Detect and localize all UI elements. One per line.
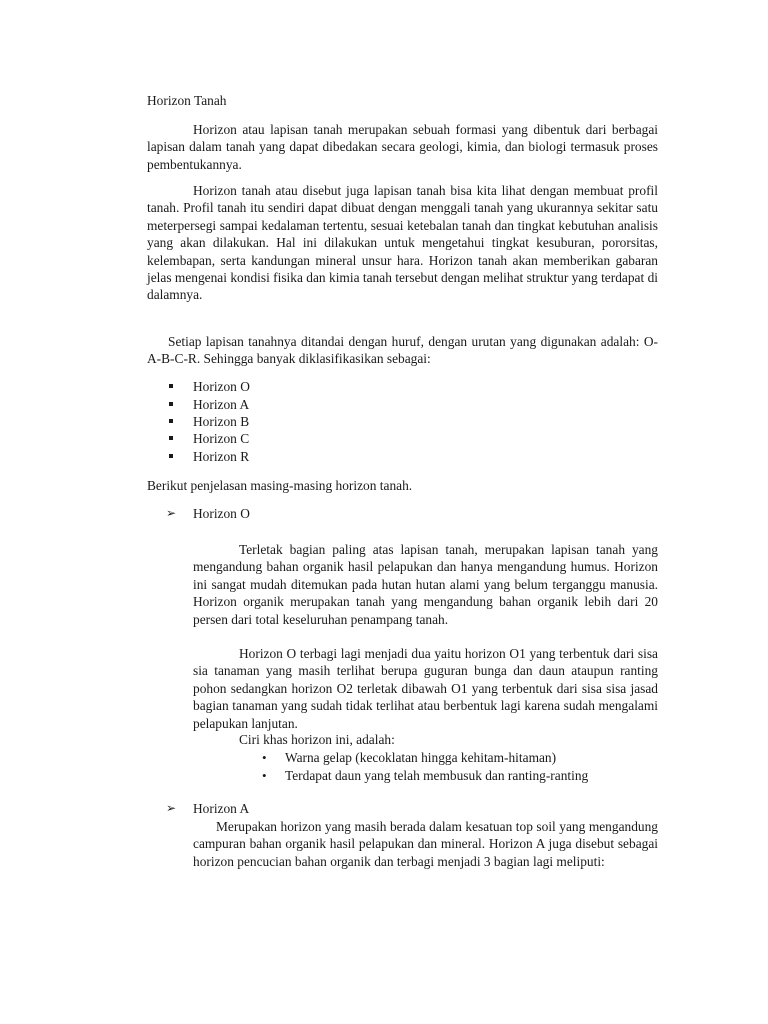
bullet-icon: • [262,750,267,765]
list-item: Horizon C [193,431,250,446]
ciri-item: Warna gelap (kecoklatan hingga kehitam-hitaman) [285,750,557,765]
arrow-bullet-icon: ➢ [166,506,177,520]
horizon-a-paragraph-1: Merupakan horizon yang masih berada dalam kesatuan top soil yang mengandung campuran bahan organik hasil pelapukan dan mineral. Horizon A juga disebut sebagai horizon pencucian bahan organik dan terbagi menjadi 3 bagian lagi meliputi: [193,819,658,869]
horizon-o-paragraph-2: Horizon O terbagi lagi menjadi dua yaitu horizon O1 yang terbentuk dari sisa sia tanaman yang masih terlihat berupa guguran bunga dan daun ataupun ranting pohon sedangkan horizon O2 terletak dibawah O1 yang terbentuk dari sisa sisa jasad bagian tanaman yang sudah tidak terlihat atau berbentuk lagi karena sudah mengalami pelapukan lanjutan. [193,646,658,731]
section-heading-horizon-a: Horizon A [193,801,250,816]
horizon-o-paragraph-1: Terletak bagian paling atas lapisan tanah, merupakan lapisan tanah yang mengandung bahan organik hasil pelapukan dan hanya mengandung humus. Horizon ini sangat mudah ditemukan pada hutan hutan alami yang belum terganggu manusia. Horizon organik merupakan tanah yang mengandung bahan organik lebih dari 20 persen dari total keseluruhan penampang tanah. [193,542,658,627]
ciri-item: Terdapat daun yang telah membusuk dan ranting-ranting [285,768,589,783]
square-bullet-icon [169,402,173,406]
list-item: Horizon R [193,449,250,464]
ciri-khas-label: Ciri khas horizon ini, adalah: [239,732,395,747]
square-bullet-icon [169,436,173,440]
list-item: Horizon A [193,397,250,412]
bullet-icon: • [262,768,267,783]
document-title: Horizon Tanah [147,93,227,108]
list-item: Horizon B [193,414,250,429]
square-bullet-icon [169,454,173,458]
square-bullet-icon [169,384,173,388]
arrow-bullet-icon: ➢ [166,801,177,815]
paragraph-2: Horizon tanah atau disebut juga lapisan tanah bisa kita lihat dengan membuat profil tanah. Profil tanah itu sendiri dapat dibuat dengan menggali tanah yang ukurannya sekitar satu meterpersegi sampai kedalaman tertentu, sesuai ketebalan tanah dan tingkat kebutuhan analisis yang akan dilakukan. Hal ini dilakukan untuk mengetahui tingkat kesuburan, pororsitas, kelembapan, serta kandungan mineral unsur hara. Horizon tanah akan memberikan gabaran jelas mengenai kondisi fisika dan kimia tanah tersebut dengan melihat struktur yang terdapat di dalamnya. [147,183,658,303]
section-heading-horizon-o: Horizon O [193,506,250,521]
list-item: Horizon O [193,379,250,394]
intro-text: Berikut penjelasan masing-masing horizon tanah. [147,478,413,493]
paragraph-3: Setiap lapisan tanahnya ditandai dengan huruf, dengan urutan yang digunakan adalah: O-A-B-C-R. Sehingga banyak diklasifikasikan sebagai: [147,334,658,367]
square-bullet-icon [169,419,173,423]
paragraph-1: Horizon atau lapisan tanah merupakan sebuah formasi yang dibentuk dari berbagai lapisan dalam tanah yang dapat dibedakan secara geologi, kimia, dan biologi termasuk proses pembentukannya. [147,122,658,172]
